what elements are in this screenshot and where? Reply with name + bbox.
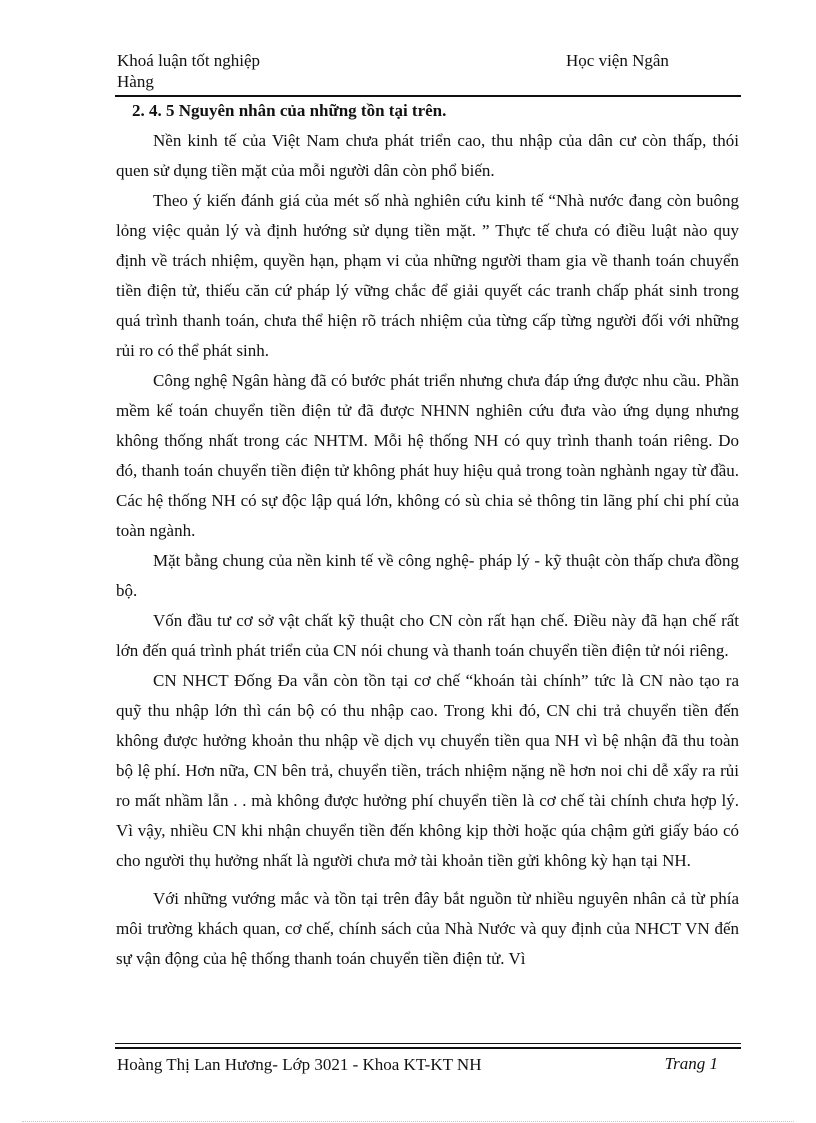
header-thesis-label-wrap: Hàng (117, 72, 154, 91)
paragraph-technology: Công nghệ Ngân hàng đã có bước phát triển nhưng chưa đáp ứng được nhu cầu. Phần mềm kế toán chuyển tiền điện tử đã được NHNN nghiên cứu đưa vào ứng dụng nhưng không thống nhất trong các NHTM. Mỗi hệ thống NH có quy trình thanh toán riêng. Do đó, thanh toán chuyển tiền điện tử không phát huy hiệu quả trong toàn nghành ngay từ đầu. Các hệ thống NH có sự độc lập quá lớn, không có sù chia sẻ thông tin lãng phí chi phí của toàn ngành. (116, 371, 739, 540)
document-body (116, 96, 739, 974)
page-number: Trang 1 (664, 1054, 718, 1073)
paragraph-legal: Theo ý kiến đánh giá của mét số nhà nghiên cứu kinh tế “Nhà nước đang còn buông lỏng việc quản lý và định hướng sử dụng tiền mặt. ” Thực tế chưa có điều luật nào quy định về trách nhiệm, quyền hạn, phạm vi của những người tham gia về thanh toán chuyển tiền điện tử, thiếu căn cứ pháp lý vững chắc để giải quyết các tranh chấp phát sinh trong quá trình thanh toán, chưa thể hiện rõ trách nhiệm của từng cấp từng người đối với những rủi ro có thể phát sinh. (116, 191, 739, 360)
footer-divider-thin (115, 1043, 741, 1044)
section-heading: 2. 4. 5 Nguyên nhân của những tồn tại trên. (132, 101, 447, 120)
header-thesis-label: Khoá luận tốt nghiệp (117, 51, 261, 70)
paragraph-common-level: Mặt bằng chung của nền kinh tế về công nghệ- pháp lý - kỹ thuật còn thấp chưa đồng bộ. (116, 551, 739, 600)
footer-author: Hoàng Thị Lan Hương- Lớp 3021 - Khoa KT-KT NH (117, 1055, 482, 1074)
page-edge-border (22, 1121, 794, 1122)
footer-divider-thick (115, 1047, 741, 1049)
paragraph-conclusion: Với những vướng mắc và tồn tại trên đây bắt nguồn từ nhiều nguyên nhân cả từ phía môi trường khách quan, cơ chế, chính sách của Nhà Nước và quy định của NHCT VN đến sự vận động của hệ thống thanh toán chuyển tiền điện tử. Vì (116, 889, 739, 968)
paragraph-financial-mechanism: CN NHCT Đống Đa vẫn còn tồn tại cơ chế “khoán tài chính” tức là CN nào tạo ra quỹ thu nhập lớn thì cán bộ có thu nhập cao. Trong khi đó, CN chi trả chuyển tiền đến không được hưởng khoản thu nhập về dịch vụ chuyển tiền qua NH vì bệ nhận đã thu toàn bộ lệ phí. Hơn nữa, CN bên trả, chuyển tiền, trách nhiệm nặng nề hơn noi chi dễ xẩy ra rủi ro mất nhầm lẫn . . mà không được hưởng phí chuyển tiền là cơ chế tài chính chưa hợp lý. Vì vậy, nhiều CN khi nhận chuyển tiền đến không kịp thời hoặc qúa chậm gửi giấy báo có cho người thụ hưởng nhất là người chưa mở tài khoản tiền gửi không kỳ hạn tại NH. (116, 671, 739, 870)
header-institution: Học viện Ngân (566, 51, 669, 70)
paragraph-economy: Nền kinh tế của Việt Nam chưa phát triển cao, thu nhập của dân cư còn thấp, thói quen sử dụng tiền mặt của mỗi người dân còn phổ biến. (116, 131, 739, 180)
paragraph-investment: Vốn đầu tư cơ sở vật chất kỹ thuật cho CN còn rất hạn chế. Điều này đã hạn chế rất lớn đến quá trình phát triển của CN nói chung và thanh toán chuyển tiền điện tử nói riêng. (116, 611, 739, 660)
page-header-left (117, 50, 260, 92)
